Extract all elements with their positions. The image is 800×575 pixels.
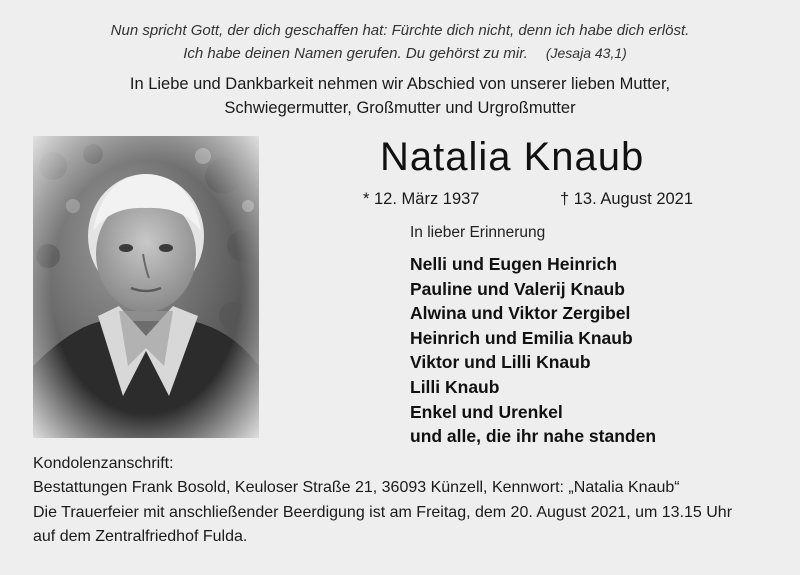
verse-line-2 xyxy=(0,42,800,65)
verse-line-2-text: Ich habe deinen Namen gerufen. Du gehörst zu mir. xyxy=(183,45,528,62)
farewell-line-1: In Liebe und Dankbarkeit nehmen wir Abschied von unserer lieben Mutter, xyxy=(129,75,671,93)
mourner-entry: Alwina und Viktor Zergibel xyxy=(410,303,631,324)
mourner-entry: Lilli Knaub xyxy=(410,376,500,397)
portrait-photo xyxy=(33,136,259,438)
farewell-text xyxy=(0,72,800,120)
footer-info xyxy=(33,452,793,548)
bible-verse xyxy=(0,20,800,65)
condolence-label: Kondolenzanschrift: xyxy=(33,455,174,472)
funeral-line-1: Die Trauerfeier mit anschließender Beerdigung ist am Freitag, dem 20. August 2021, um 13.15 Uhr xyxy=(33,504,733,521)
mourner-entry: und alle, die ihr nahe standen xyxy=(410,426,657,447)
mourner-entry: Nelli und Eugen Heinrich xyxy=(410,254,618,274)
death-date: † 13. August 2021 xyxy=(560,190,694,208)
condolence-address: Bestattungen Frank Bosold, Keuloser Straße 21, 36093 Künzell, Kennwort: „Natalia Knaub“ xyxy=(33,478,680,496)
portrait-image xyxy=(33,136,259,438)
mourner-entry: Enkel und Urenkel xyxy=(410,401,563,422)
mourner-entry: Viktor und Lilli Knaub xyxy=(410,352,591,373)
funeral-line-2: auf dem Zentralfriedhof Fulda. xyxy=(33,527,248,545)
deceased-name: Natalia Knaub xyxy=(380,135,645,179)
verse-line-1: Nun spricht Gott, der dich geschaffen hat: Fürchte dich nicht, denn ich habe dich erlöst. xyxy=(110,22,690,39)
birth-date: * 12. März 1937 xyxy=(363,190,480,208)
memory-intro: In lieber Erinnerung xyxy=(410,224,546,241)
verse-reference: (Jesaja 43,1) xyxy=(545,45,627,61)
mourner-entry: Heinrich und Emilia Knaub xyxy=(410,327,633,348)
mourner-entry: Pauline und Valerij Knaub xyxy=(410,278,625,299)
mourners-list xyxy=(410,252,656,449)
farewell-line-2: Schwiegermutter, Großmutter und Urgroßmutter xyxy=(224,99,576,117)
